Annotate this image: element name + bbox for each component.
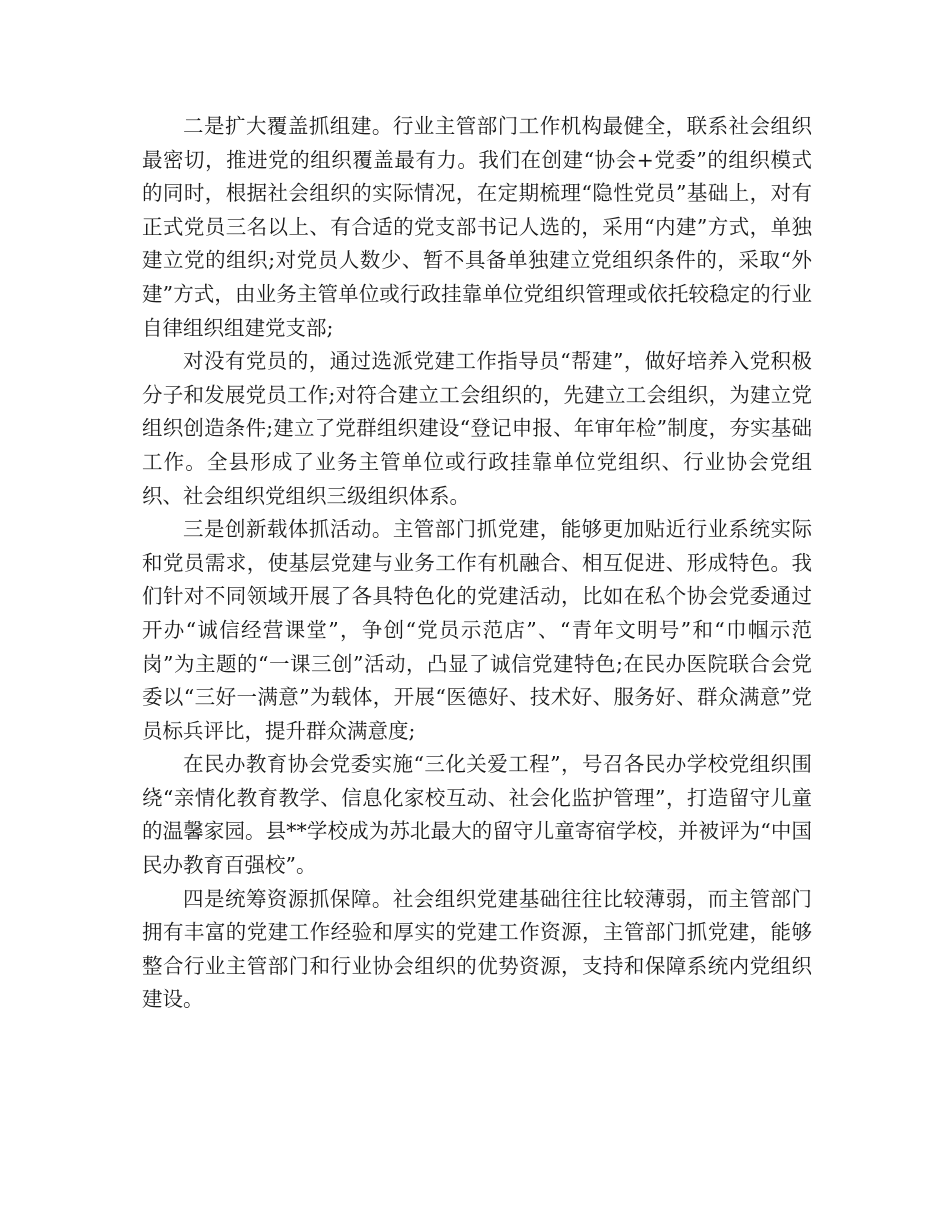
paragraph-innovate-activities: 三是创新载体抓活动。主管部门抓党建，能够更加贴近行业系统实际和党员需求，使基层党建与业务工作有机融合、相互促进、形成特色。我们针对不同领域开展了各具特色化的党建活动，比如在私个协会党委通过开办“诚信经营课堂”，争创“党员示范店”、“青年文明号”和“巾帼示范岗”为主题的“一课三创”活动，凸显了诚信党建特色;在民办医院联合会党委以“三好一满意”为载体，开展“医德好、技术好、服务好、群众满意”党员标兵评比，提升群众满意度; [142,517,812,743]
paragraph-resource-guarantee: 四是统筹资源抓保障。社会组织党建基础往往比较薄弱，而主管部门拥有丰富的党建工作经验和厚实的党建工作资源，主管部门抓党建，能够整合行业主管部门和行业协会组织的优势资源，支持和保障系统内党组织建设。 [142,886,812,1012]
paragraph-no-party-members: 对没有党员的，通过选派党建工作指导员“帮建”，做好培养入党积极分子和发展党员工作;对符合建立工会组织的，先建立工会组织，为建立党组织创造条件;建立了党群组织建设“登记申报、年审年检”制度，夯实基础工作。全县形成了业务主管单位或行政挂靠单位党组织、行业协会党组织、社会组织党组织三级组织体系。 [142,349,812,508]
paragraph-education-association: 在民办教育协会党委实施“三化关爱工程”，号召各民办学校党组织围绕“亲情化教育教学、信息化家校互动、社会化监护管理”，打造留守儿童的温馨家园。县**学校成为苏北最大的留守儿童寄宿学校，并被评为“中国民办教育百强校”。 [142,752,812,878]
document-body [142,110,812,1017]
paragraph-expand-coverage: 二是扩大覆盖抓组建。行业主管部门工作机构最健全，联系社会组织最密切，推进党的组织覆盖最有力。我们在创建“协会+党委”的组织模式的同时，根据社会组织的实际情况，在定期梳理“隐性党员”基础上，对有正式党员三名以上、有合适的党支部书记人选的，采用“内建”方式，单独建立党的组织;对党员人数少、暂不具备单独建立党组织条件的，采取“外建”方式，由业务主管单位或行政挂靠单位党组织管理或依托较稳定的行业自律组织组建党支部; [142,114,812,340]
